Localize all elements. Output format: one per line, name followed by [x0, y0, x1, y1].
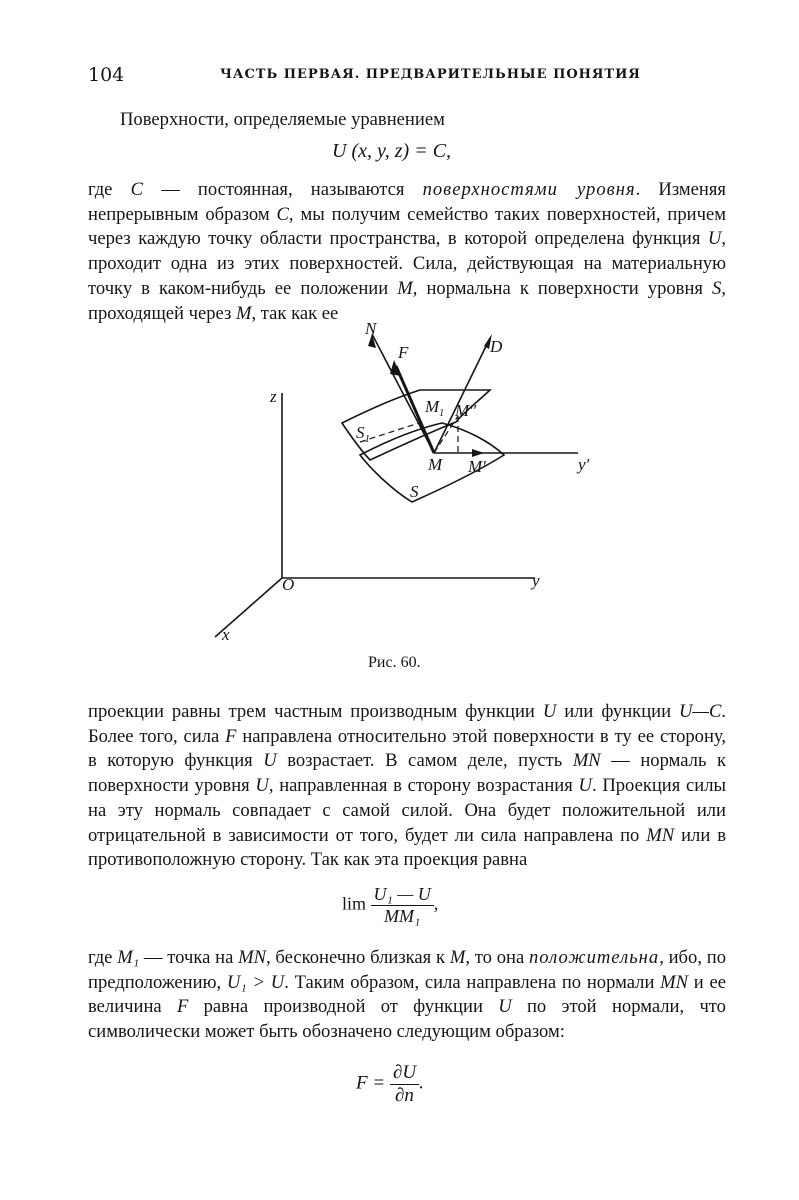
paragraph-2: проекции равны трем частным производным функции U или функции U—C. Более того, сила F направлена относительно этой поверхности в ту ее сторону, в которую функция U возрастает. В самом деле, пусть MN — нормаль к поверхности уровня U, направленная в сторону возрастания U. Проекция силы на эту нормаль совпадает с самой силой. Она будет положительной или отрицательной в зависимости от того, будет ли сила направлена по MN или в противоположную сторону. Так как эта проекция равна	[88, 701, 727, 871]
equation-level-surface: U (x, y, z) = C,	[332, 140, 452, 162]
term-positive: положительна	[528, 947, 660, 968]
label-m-double-prime: M″	[455, 401, 477, 420]
dashed-m-m1	[434, 416, 458, 453]
equation-limit: lim $\frac{\text{U₁ — U}}{\text{MM₁}}$ ,	[342, 884, 439, 926]
figure-caption: Рис. 60.	[368, 654, 421, 671]
arrowhead-f	[390, 360, 401, 376]
label-f: F	[398, 343, 409, 362]
intro-line: Поверхности, определяемые уравнением	[120, 109, 445, 130]
label-x: x	[222, 625, 230, 644]
equation-derivative: F = $\frac{\partial U}{\partial n}$ .	[356, 1062, 424, 1106]
label-m1: $M_1$	[425, 397, 445, 419]
label-z: z	[270, 387, 277, 406]
label-d: D	[490, 337, 503, 356]
label-y-prime: y′	[578, 455, 590, 474]
label-m-prime: M′	[468, 457, 486, 476]
arrowhead-m-prime	[472, 449, 484, 457]
label-n: N	[365, 320, 377, 338]
label-s: S	[410, 482, 419, 501]
paragraph-3: где M₁ — точка на MN, бесконечно близкая к M, то она положительна, ибо, по предположению, U₁ > U. Таким образом, сила направлена по нормали MN и ее величина F равна производной от функции U по этой нормали, что символически может быть обозначено следующим образом:	[88, 947, 726, 1043]
label-y: y	[532, 571, 540, 590]
label-m: M	[428, 455, 443, 474]
running-head: ЧАСТЬ ПЕРВАЯ. ПРЕДВАРИТЕЛЬНЫЕ ПОНЯТИЯ	[220, 67, 641, 82]
page-header	[88, 64, 728, 88]
label-s1: $S_1$	[356, 423, 370, 445]
paragraph-1: где C — постоянная, называются поверхностями уровня. Изменяя непрерывным образом C, мы получим семейство таких поверхностей, причем через каждую точку области пространства, в которой определена функция U, проходит одна из этих поверхностей. Сила, действующая на материальную точку в каком-нибудь ее положении M, нормальна к поверхности уровня S, проходящей через M, так как ее	[88, 179, 726, 324]
figure-diagram	[200, 320, 620, 650]
figure-60	[200, 320, 620, 654]
term-level-surfaces: поверхностями уровня	[422, 179, 636, 200]
label-origin: O	[282, 575, 295, 594]
line-d	[434, 338, 490, 453]
page-number: 104	[88, 64, 125, 86]
